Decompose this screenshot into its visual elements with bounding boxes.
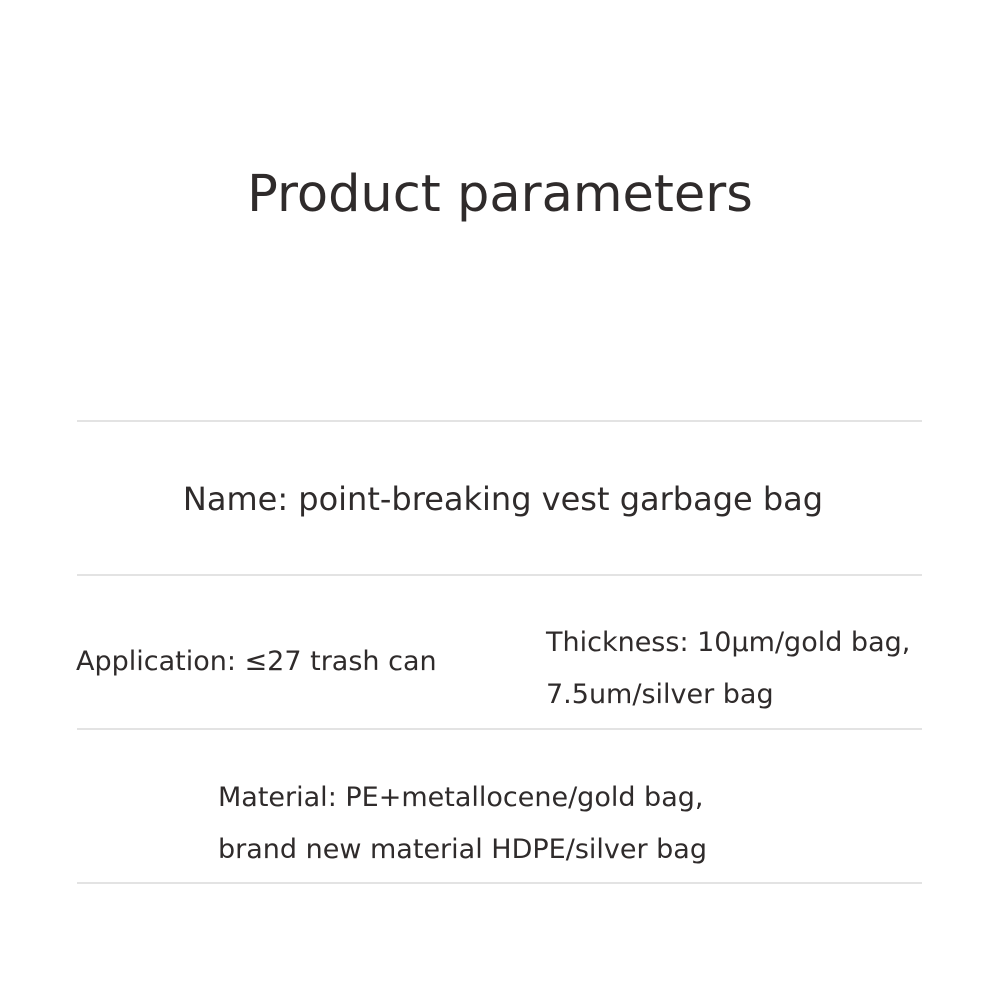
application-param: Application: ≤27 trash can bbox=[76, 646, 437, 677]
material-line-2: brand new material HDPE/silver bag bbox=[218, 834, 707, 865]
divider-bottom bbox=[77, 882, 922, 884]
material-line-1: Material: PE+metallocene/gold bag, bbox=[218, 782, 704, 813]
divider-after-application bbox=[77, 728, 922, 730]
divider-top bbox=[77, 420, 922, 422]
divider-after-name bbox=[77, 574, 922, 576]
material-param bbox=[218, 772, 707, 876]
thickness-param bbox=[546, 617, 910, 721]
thickness-line-1: Thickness: 10μm/gold bag, bbox=[546, 627, 911, 658]
product-name: Name: point-breaking vest garbage bag bbox=[182, 480, 824, 518]
page-title: Product parameters bbox=[247, 165, 753, 224]
thickness-line-2: 7.5um/silver bag bbox=[546, 679, 774, 710]
